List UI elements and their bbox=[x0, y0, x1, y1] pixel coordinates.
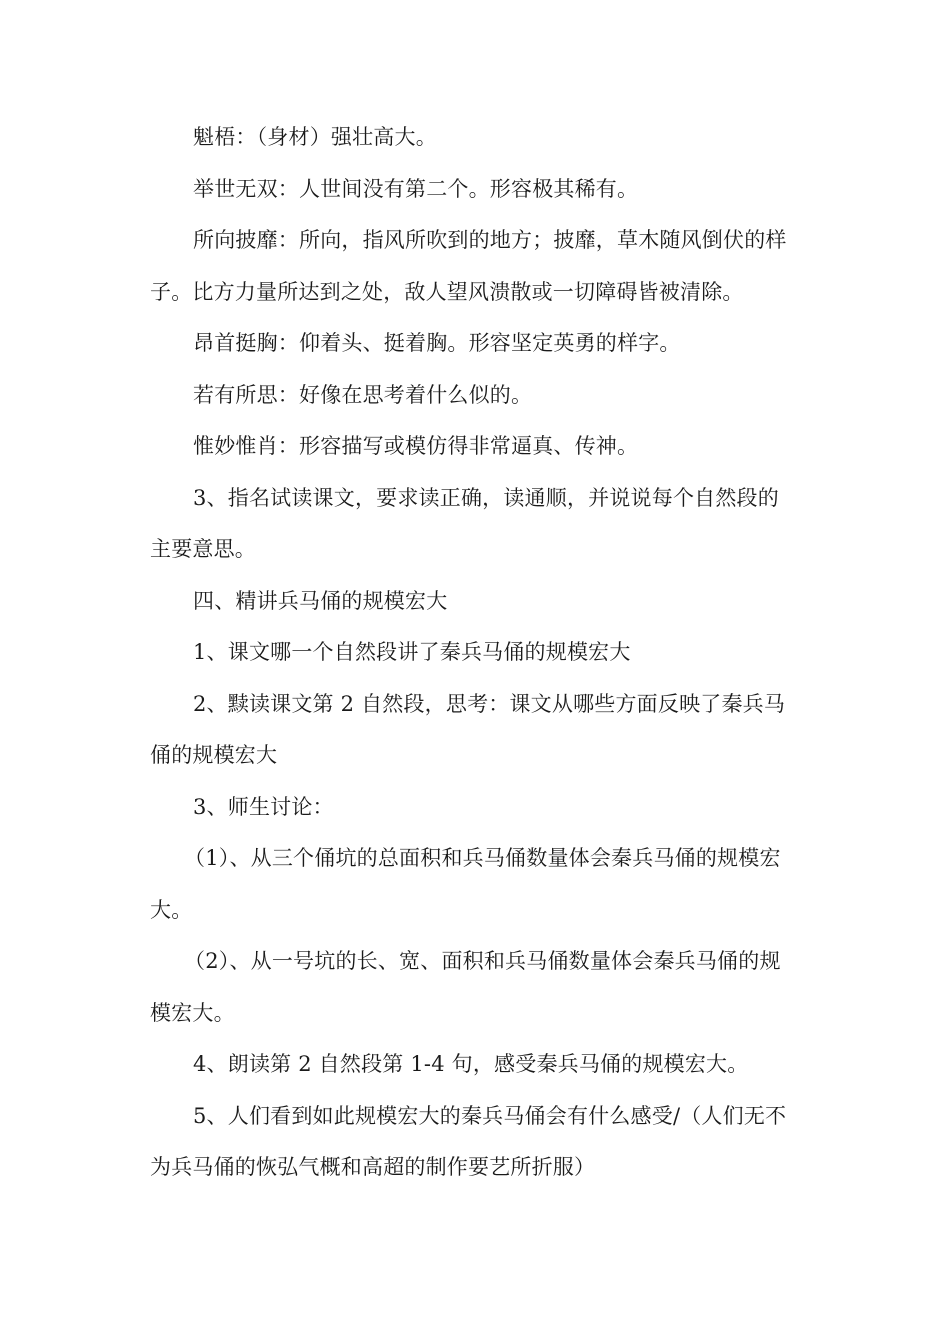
paragraph-step-3-read: 3、指名试读课文，要求读正确，读通顺，并说说每个自然段的主要意思。 bbox=[150, 485, 779, 561]
paragraph-discussion-point-2: （2）、从一号坑的长、宽、面积和兵马俑数量体会秦兵马俑的规模宏大。 bbox=[150, 949, 781, 1025]
document-body bbox=[150, 112, 800, 1194]
paragraph-step-5-feelings: 5、人们看到如此规模宏大的秦兵马俑会有什么感受/（人们无不为兵马俑的恢弘气概和高超的制作要艺所折服） bbox=[150, 1103, 787, 1179]
paragraph-kuiwu: 魁梧：（身材）强壮高大。 bbox=[193, 125, 437, 149]
paragraph-discussion: 3、师生讨论： bbox=[193, 794, 334, 819]
paragraph-step-4-read-aloud: 4、朗读第 2 自然段第 1-4 句，感受秦兵马俑的规模宏大。 bbox=[193, 1052, 749, 1076]
paragraph-question-1: 1、课文哪一个自然段讲了秦兵马俑的规模宏大 bbox=[193, 640, 631, 664]
paragraph-jushiwushuang: 举世无双：人世间没有第二个。形容极其稀有。 bbox=[193, 176, 639, 201]
paragraph-ruoyousuosi: 若有所思：好像在思考着什么似的。 bbox=[193, 382, 533, 407]
paragraph-weimiaoweixiao: 惟妙惟肖：形容描写或模仿得非常逼真、传神。 bbox=[193, 434, 639, 458]
paragraph-suoxiangpimi: 所向披靡：所向，指风所吹到的地方；披靡，草木随风倒伏的样子。比方力量所达到之处，敌人望风溃散或一切障碍皆被清除。 bbox=[150, 228, 787, 304]
paragraph-question-2: 2、黩读课文第 2 自然段，思考：课文从哪些方面反映了秦兵马俑的规模宏大 bbox=[150, 691, 786, 767]
paragraph-discussion-point-1: （1）、从三个俑坑的总面积和兵马俑数量体会秦兵马俑的规模宏大。 bbox=[150, 846, 781, 922]
paragraph-angshoutingxiong: 昂首挺胸：仰着头、挺着胸。形容坚定英勇的样字。 bbox=[193, 331, 681, 355]
section-heading-4: 四、精讲兵马俑的规模宏大 bbox=[193, 588, 448, 613]
